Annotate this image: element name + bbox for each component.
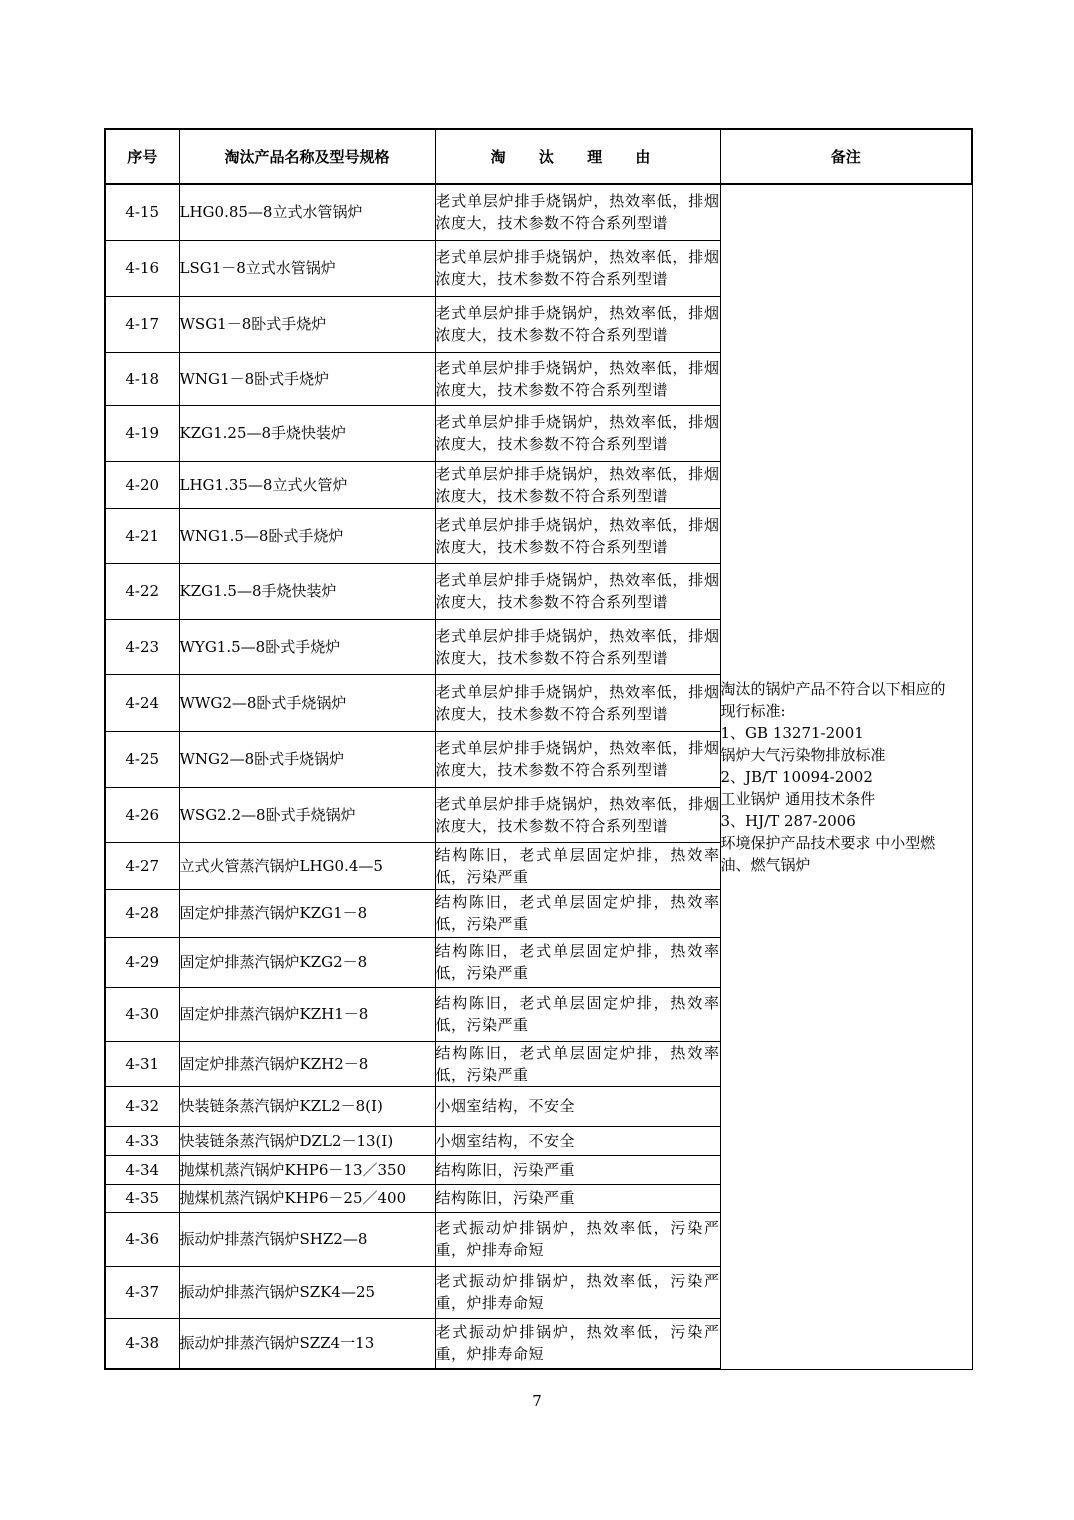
row-reason: 老式单层炉排手烧锅炉，热效率低，排烟浓度大，技术参数不符合系列型谱 <box>435 240 720 296</box>
row-product-name: 快装链条蒸汽锅炉KZL2－8(I) <box>179 1086 435 1126</box>
row-product-name: 快装链条蒸汽锅炉DZL2－13(I) <box>179 1126 435 1155</box>
row-serial: 4-21 <box>105 508 179 563</box>
row-product-name: KZG1.5—8手烧快装炉 <box>179 563 435 619</box>
row-reason: 结构陈旧，老式单层固定炉排，热效率低，污染严重 <box>435 889 720 937</box>
row-product-name: WWG2—8卧式手烧锅炉 <box>179 674 435 731</box>
row-serial: 4-29 <box>105 937 179 987</box>
row-product-name: 固定炉排蒸汽锅炉KZG1－8 <box>179 889 435 937</box>
row-product-name: WNG1－8卧式手烧炉 <box>179 352 435 405</box>
row-serial: 4-32 <box>105 1086 179 1126</box>
note-line: 3、HJ/T 287-2006 <box>720 811 856 830</box>
row-reason: 老式单层炉排手烧锅炉，热效率低，排烟浓度大，技术参数不符合系列型谱 <box>435 787 720 842</box>
row-reason: 老式单层炉排手烧锅炉，热效率低，排烟浓度大，技术参数不符合系列型谱 <box>435 352 720 405</box>
row-product-name: 振动炉排蒸汽锅炉SZZ4一13 <box>179 1318 435 1369</box>
note-cell <box>720 184 972 1369</box>
header-note: 备注 <box>720 129 972 184</box>
row-serial: 4-16 <box>105 240 179 296</box>
row-product-name: 抛煤机蒸汽锅炉KHP6－25／400 <box>179 1184 435 1212</box>
row-serial: 4-17 <box>105 296 179 352</box>
note-line: 现行标准: <box>720 701 786 720</box>
row-reason: 老式振动炉排锅炉，热效率低，污染严重，炉排寿命短 <box>435 1318 720 1369</box>
row-serial: 4-22 <box>105 563 179 619</box>
row-serial: 4-25 <box>105 731 179 787</box>
row-serial: 4-38 <box>105 1318 179 1369</box>
note-line: 油、燃气锅炉 <box>720 855 811 874</box>
row-serial: 4-27 <box>105 842 179 889</box>
header-reason-label: 淘 汰 理 由 <box>490 147 665 166</box>
row-reason: 老式单层炉排手烧锅炉，热效率低，排烟浓度大，技术参数不符合系列型谱 <box>435 184 720 240</box>
row-product-name: 抛煤机蒸汽锅炉KHP6－13／350 <box>179 1155 435 1184</box>
note-line: 2、JB/T 10094-2002 <box>720 767 873 786</box>
row-product-name: 立式火管蒸汽锅炉LHG0.4—5 <box>179 842 435 889</box>
row-product-name: LSG1－8立式水管锅炉 <box>179 240 435 296</box>
row-reason: 老式单层炉排手烧锅炉，热效率低，排烟浓度大，技术参数不符合系列型谱 <box>435 674 720 731</box>
row-reason: 小烟室结构，不安全 <box>435 1126 720 1155</box>
row-product-name: WSG1－8卧式手烧炉 <box>179 296 435 352</box>
row-serial: 4-35 <box>105 1184 179 1212</box>
row-reason: 结构陈旧，污染严重 <box>435 1184 720 1212</box>
row-serial: 4-20 <box>105 461 179 508</box>
row-product-name: KZG1.25—8手烧快装炉 <box>179 405 435 461</box>
row-product-name: 固定炉排蒸汽锅炉KZG2－8 <box>179 937 435 987</box>
row-reason: 老式单层炉排手烧锅炉，热效率低，排烟浓度大，技术参数不符合系列型谱 <box>435 731 720 787</box>
header-product-name: 淘汰产品名称及型号规格 <box>179 129 435 184</box>
row-reason: 老式单层炉排手烧锅炉，热效率低，排烟浓度大，技术参数不符合系列型谱 <box>435 405 720 461</box>
table-body <box>105 184 972 1369</box>
row-reason: 老式单层炉排手烧锅炉，热效率低，排烟浓度大，技术参数不符合系列型谱 <box>435 508 720 563</box>
row-serial: 4-23 <box>105 619 179 674</box>
page-number: 7 <box>532 1392 542 1410</box>
row-product-name: WNG2—8卧式手烧锅炉 <box>179 731 435 787</box>
row-product-name: LHG1.35—8立式火管炉 <box>179 461 435 508</box>
row-reason: 结构陈旧，老式单层固定炉排，热效率低，污染严重 <box>435 842 720 889</box>
note-line: 工业锅炉 通用技术条件 <box>720 789 876 808</box>
row-serial: 4-33 <box>105 1126 179 1155</box>
header-serial: 序号 <box>105 129 179 184</box>
row-reason: 老式单层炉排手烧锅炉，热效率低，排烟浓度大，技术参数不符合系列型谱 <box>435 563 720 619</box>
row-serial: 4-18 <box>105 352 179 405</box>
row-reason: 结构陈旧，污染严重 <box>435 1155 720 1184</box>
row-reason: 老式单层炉排手烧锅炉，热效率低，排烟浓度大，技术参数不符合系列型谱 <box>435 619 720 674</box>
note-line: 1、GB 13271-2001 <box>720 723 864 742</box>
row-serial: 4-24 <box>105 674 179 731</box>
row-serial: 4-26 <box>105 787 179 842</box>
row-reason: 结构陈旧，老式单层固定炉排，热效率低，污染严重 <box>435 937 720 987</box>
row-product-name: 固定炉排蒸汽锅炉KZH2－8 <box>179 1041 435 1086</box>
row-serial: 4-31 <box>105 1041 179 1086</box>
note-line: 环境保护产品技术要求 中小型燃 <box>720 833 936 852</box>
row-serial: 4-28 <box>105 889 179 937</box>
row-product-name: WNG1.5—8卧式手烧炉 <box>179 508 435 563</box>
row-product-name: WSG2.2—8卧式手烧锅炉 <box>179 787 435 842</box>
row-reason: 小烟室结构，不安全 <box>435 1086 720 1126</box>
row-reason: 老式振动炉排锅炉，热效率低，污染严重，炉排寿命短 <box>435 1212 720 1266</box>
table-header-row <box>105 129 972 184</box>
row-serial: 4-15 <box>105 184 179 240</box>
row-serial: 4-19 <box>105 405 179 461</box>
note-line: 淘汰的锅炉产品不符合以下相应的 <box>720 679 946 698</box>
row-serial: 4-30 <box>105 987 179 1041</box>
note-line: 锅炉大气污染物排放标准 <box>720 745 886 764</box>
row-product-name: 固定炉排蒸汽锅炉KZH1－8 <box>179 987 435 1041</box>
row-reason: 结构陈旧，老式单层固定炉排，热效率低，污染严重 <box>435 1041 720 1086</box>
row-product-name: WYG1.5—8卧式手烧炉 <box>179 619 435 674</box>
row-serial: 4-37 <box>105 1266 179 1318</box>
boiler-elimination-table <box>104 128 973 1370</box>
row-reason: 结构陈旧，老式单层固定炉排，热效率低，污染严重 <box>435 987 720 1041</box>
row-product-name: 振动炉排蒸汽锅炉SHZ2—8 <box>179 1212 435 1266</box>
row-serial: 4-36 <box>105 1212 179 1266</box>
row-serial: 4-34 <box>105 1155 179 1184</box>
row-reason: 老式振动炉排锅炉，热效率低，污染严重，炉排寿命短 <box>435 1266 720 1318</box>
row-product-name: LHG0.85—8立式水管锅炉 <box>179 184 435 240</box>
table-row <box>105 184 972 240</box>
row-reason: 老式单层炉排手烧锅炉，热效率低，排烟浓度大，技术参数不符合系列型谱 <box>435 296 720 352</box>
header-reason <box>435 129 720 184</box>
row-reason: 老式单层炉排手烧锅炉，热效率低，排烟浓度大，技术参数不符合系列型谱 <box>435 461 720 508</box>
row-product-name: 振动炉排蒸汽锅炉SZK4—25 <box>179 1266 435 1318</box>
